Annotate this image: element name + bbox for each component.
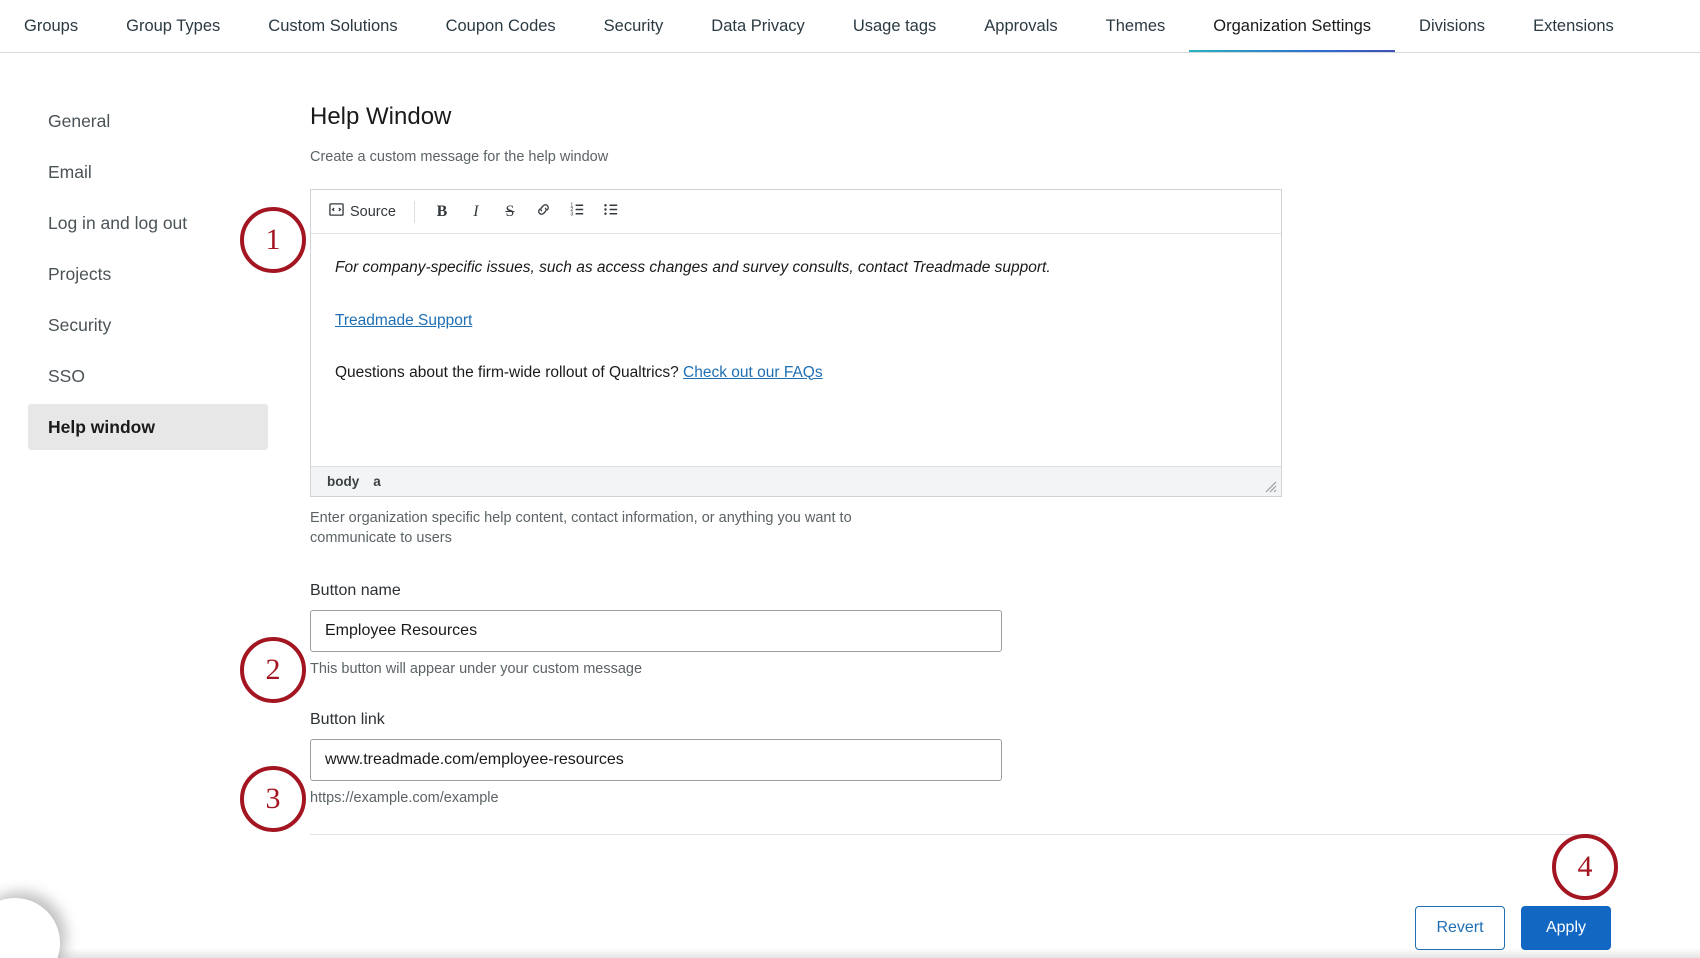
tab-coupon-codes[interactable]: Coupon Codes (445, 16, 556, 35)
annotation-marker-3: 3 (240, 766, 306, 832)
button-link-label: Button link (310, 711, 385, 729)
tab-usage-tags[interactable]: Usage tags (852, 16, 937, 35)
revert-button[interactable]: Revert (1415, 906, 1505, 950)
bulleted-list-button[interactable] (597, 197, 627, 227)
editor-resize-handle[interactable] (1263, 479, 1277, 493)
rich-text-editor (310, 189, 1282, 497)
sidebar-item-log-in-and-log-out[interactable]: Log in and log out (48, 212, 188, 233)
page-content (0, 53, 1700, 958)
page-subtitle: Create a custom message for the help window (310, 149, 609, 165)
strikethrough-button[interactable]: S (495, 197, 525, 227)
editor-paragraph-3-text: Questions about the firm-wide rollout of Qualtrics? (335, 363, 684, 381)
editor-paragraph-3 (335, 361, 1257, 384)
annotation-marker-1: 1 (240, 207, 306, 273)
source-code-icon (329, 202, 344, 221)
tab-themes[interactable]: Themes (1105, 16, 1166, 35)
sidebar-item-projects[interactable]: Projects (48, 263, 112, 284)
help-window-settings-panel (310, 103, 1610, 835)
tab-divisions[interactable]: Divisions (1419, 16, 1486, 35)
tab-security[interactable]: Security (603, 16, 664, 35)
toolbar-divider (414, 201, 415, 223)
bold-button[interactable]: B (427, 197, 457, 227)
settings-sidebar (28, 98, 268, 455)
svg-text:1: 1 (570, 202, 574, 209)
bulleted-list-icon (603, 201, 620, 222)
svg-text:3: 3 (570, 211, 574, 218)
sidebar-item-security[interactable]: Security (48, 314, 112, 335)
sidebar-item-email[interactable]: Email (48, 161, 92, 182)
italic-button[interactable]: I (461, 197, 491, 227)
button-name-hint: This button will appear under your custom message (310, 661, 643, 678)
editor-hint: Enter organization specific help content, contact information, or anything you want to communicate to users (310, 510, 852, 546)
editor-paragraph-2 (335, 309, 1257, 332)
tab-custom-solutions[interactable]: Custom Solutions (268, 16, 398, 35)
editor-paragraph-1: For company-specific issues, such as access changes and survey consults, contact Treadmade support. (335, 259, 1051, 276)
svg-text:2: 2 (570, 207, 574, 214)
button-name-field-group (310, 582, 1610, 677)
editor-content-area[interactable] (311, 234, 1281, 466)
element-path-body[interactable]: body (327, 474, 360, 489)
editor-toolbar (311, 190, 1281, 234)
tab-group-types[interactable]: Group Types (126, 16, 221, 35)
apply-button[interactable]: Apply (1521, 906, 1611, 950)
button-link-hint: https://example.com/example (310, 790, 499, 807)
button-name-label: Button name (310, 582, 401, 600)
top-navigation-bar (0, 0, 1700, 53)
treadmade-support-link[interactable]: Treadmade Support (335, 312, 473, 330)
button-name-input[interactable] (310, 610, 1002, 652)
sidebar-item-sso[interactable]: SSO (48, 365, 85, 386)
sidebar-item-help-window[interactable]: Help window (28, 404, 268, 450)
faqs-link[interactable]: Check out our FAQs (683, 363, 823, 381)
button-link-field-group (310, 711, 1610, 806)
annotation-marker-4: 4 (1552, 834, 1618, 900)
source-button-label: Source (350, 203, 396, 220)
page-title: Help Window (310, 103, 452, 130)
tab-data-privacy[interactable]: Data Privacy (711, 16, 805, 35)
link-button[interactable] (529, 197, 559, 227)
numbered-list-icon (569, 201, 586, 222)
section-divider (310, 834, 1600, 835)
element-path-anchor[interactable]: a (373, 474, 381, 489)
tab-organization-settings[interactable]: Organization Settings (1189, 0, 1395, 53)
tab-approvals[interactable]: Approvals (984, 16, 1058, 35)
source-button[interactable] (323, 197, 402, 227)
editor-element-path (311, 466, 1281, 496)
button-link-input[interactable] (310, 739, 1002, 781)
sidebar-item-general[interactable]: General (48, 110, 111, 131)
link-icon (535, 201, 552, 222)
annotation-marker-2: 2 (240, 637, 306, 703)
tab-groups[interactable]: Groups (24, 16, 79, 35)
bottom-edge-shadow (0, 948, 1700, 958)
footer-actions (1415, 906, 1611, 950)
tab-extensions[interactable]: Extensions (1533, 16, 1614, 35)
numbered-list-button[interactable] (563, 197, 593, 227)
